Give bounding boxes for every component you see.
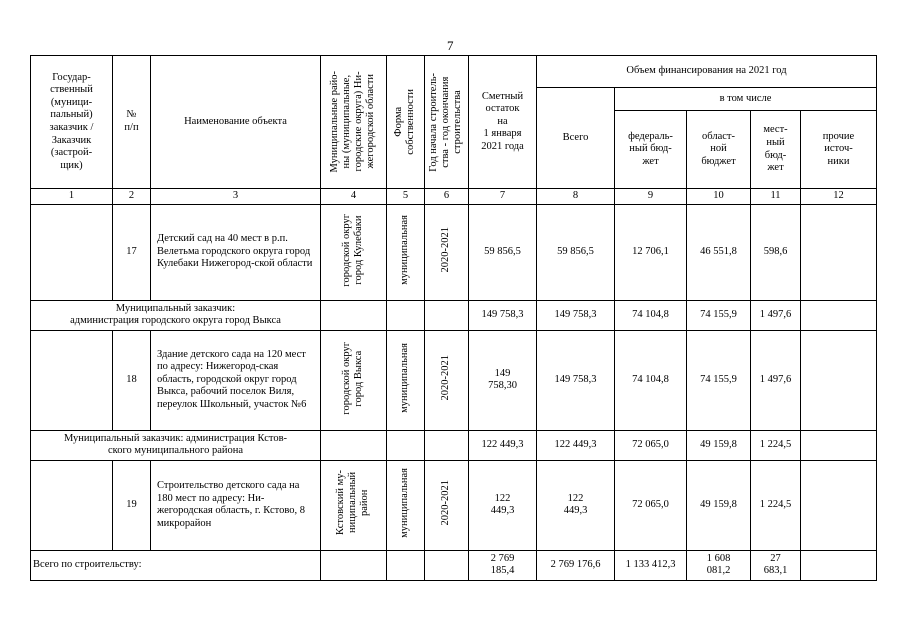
header-federal: федераль- ный бюд- жет [615,111,687,189]
local-value: 1 224,5 [751,430,801,460]
column-number: 11 [751,189,801,205]
table-row-group-vyksa [31,300,877,330]
federal-value: 74 104,8 [615,330,687,430]
remainder-value: 122 449,3 [469,430,537,460]
years-text: 2020-2021 [440,480,452,526]
ownership-cell [387,460,425,550]
object-name: Здание детского сада на 120 мест по адресу: Нижегород-ская область, городской округ город Выкса, рабочий поселок Виля, переулок Школьный, участок №6 [151,330,321,430]
customer-cell [31,204,113,300]
empty-cell [321,430,387,460]
other-value [801,330,877,430]
ownership-cell [387,330,425,430]
row-number: 19 [113,460,151,550]
column-number: 10 [687,189,751,205]
ownership-cell [387,204,425,300]
funding-table [30,55,877,581]
remainder-value: 149 758,3 [469,300,537,330]
regional-value: 46 551,8 [687,204,751,300]
local-value: 1 497,6 [751,300,801,330]
years-cell [425,204,469,300]
empty-cell [321,550,387,580]
object-name: Строительство детского сада на 180 мест по адресу: Ни-жегородская область, г. Кстово, 8 микрорайон [151,460,321,550]
local-value: 1 224,5 [751,460,801,550]
header-funding-2021: Объем финансирования на 2021 год [537,56,877,88]
total-value: 59 856,5 [537,204,615,300]
total-value: 149 758,3 [537,300,615,330]
group-label: Муниципальный заказчик: администрация Кстов- ского муниципального района [31,430,321,460]
empty-cell [387,300,425,330]
table-row-object-17 [31,204,877,300]
header-object-name: Наименование объекта [151,56,321,189]
regional-value: 49 159,8 [687,430,751,460]
total-value: 122 449,3 [537,430,615,460]
district-cell [321,330,387,430]
regional-value: 1 608 081,2 [687,550,751,580]
district-cell [321,204,387,300]
remainder-value: 59 856,5 [469,204,537,300]
header-row-1 [31,56,877,88]
table-row-object-19 [31,460,877,550]
customer-cell [31,460,113,550]
other-value [801,430,877,460]
header-years [425,56,469,189]
header-local: мест- ный бюд- жет [751,111,801,189]
remainder-value: 2 769 185,4 [469,550,537,580]
row-number: 17 [113,204,151,300]
total-value: 2 769 176,6 [537,550,615,580]
empty-cell [387,430,425,460]
object-name: Детский сад на 40 мест в р.п. Велетьма городского округа город Кулебаки Нижегород-ской области [151,204,321,300]
district-text: городской округ город Выкса [341,341,365,415]
page-number: 7 [447,38,454,53]
header-customer: Государ- ственный (муници- пальный) заказчик / Заказчик (застрой- щик) [31,56,113,189]
regional-value: 49 159,8 [687,460,751,550]
table-row-total [31,550,877,580]
other-value [801,550,877,580]
header-district-text: Муниципальные райо- ны (муниципальные, городские округа) Ни- жегородской области [329,71,377,173]
column-number-row [31,189,877,205]
federal-value: 72 065,0 [615,430,687,460]
federal-value: 74 104,8 [615,300,687,330]
header-other: прочие источ- ники [801,111,877,189]
years-text: 2020-2021 [440,227,452,273]
local-value: 27 683,1 [751,550,801,580]
local-value: 1 497,6 [751,330,801,430]
other-value [801,204,877,300]
federal-value: 12 706,1 [615,204,687,300]
regional-value: 74 155,9 [687,300,751,330]
empty-cell [425,550,469,580]
column-number: 6 [425,189,469,205]
years-cell [425,460,469,550]
column-number: 9 [615,189,687,205]
column-number: 12 [801,189,877,205]
table-row-object-18 [31,330,877,430]
regional-value: 74 155,9 [687,330,751,430]
column-number: 3 [151,189,321,205]
total-value: 122 449,3 [537,460,615,550]
header-estimate-remainder: Сметный остаток на 1 января 2021 года [469,56,537,189]
empty-cell [425,300,469,330]
empty-cell [321,300,387,330]
empty-cell [387,550,425,580]
federal-value: 1 133 412,3 [615,550,687,580]
group-label: Муниципальный заказчик: администрация городского округа город Выкса [31,300,321,330]
row-number: 18 [113,330,151,430]
header-years-text: Год начала строитель- ства - год окончания строительства [428,72,464,172]
column-number: 5 [387,189,425,205]
header-ownership [387,56,425,189]
empty-cell [425,430,469,460]
header-ownership-text: Форма собственности [393,89,417,155]
header-district [321,56,387,189]
federal-value: 72 065,0 [615,460,687,550]
total-value: 149 758,3 [537,330,615,430]
header-regional: област- ной бюджет [687,111,751,189]
remainder-value: 122 449,3 [469,460,537,550]
table-row-group-kstovo [31,430,877,460]
district-text: городской округ город Кулебаки [341,213,365,287]
district-cell [321,460,387,550]
header-num: № п/п [113,56,151,189]
district-text: Кстовский му- ниципальный район [335,470,371,536]
column-number: 7 [469,189,537,205]
ownership-text: муниципальная [399,214,411,285]
local-value: 598,6 [751,204,801,300]
other-value [801,460,877,550]
years-text: 2020-2021 [440,355,452,401]
header-total: Всего [537,88,615,189]
header-including: в том числе [615,88,877,111]
ownership-text: муниципальная [399,342,411,413]
column-number: 4 [321,189,387,205]
ownership-text: муниципальная [399,467,411,538]
years-cell [425,330,469,430]
customer-cell [31,330,113,430]
remainder-value: 149 758,30 [469,330,537,430]
other-value [801,300,877,330]
total-label: Всего по строительству: [31,550,321,580]
column-number: 2 [113,189,151,205]
column-number: 8 [537,189,615,205]
column-number: 1 [31,189,113,205]
